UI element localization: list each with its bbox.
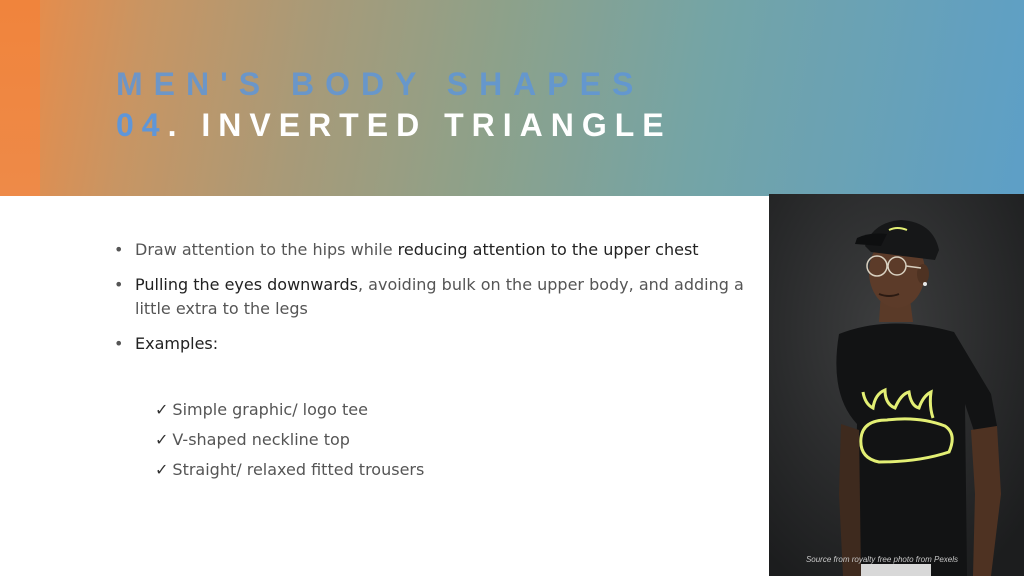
bullet-item: [114, 273, 744, 321]
bullet-item: [114, 332, 744, 356]
title-line-2: [116, 107, 672, 144]
bullet-text: Draw attention to the hips while: [135, 240, 398, 259]
bullet-highlight: reducing attention to the upper chest: [397, 240, 699, 259]
examples-list: [155, 398, 424, 488]
checkmark-icon: ✓: [155, 460, 169, 479]
example-item: [155, 428, 424, 458]
header-left-accent: [0, 0, 40, 196]
title-text: . INVERTED TRIANGLE: [167, 107, 672, 143]
example-text: Straight/ relaxed fitted trousers: [172, 460, 425, 479]
title-line-1: MEN'S BODY SHAPES: [116, 66, 645, 102]
example-text: V-shaped neckline top: [172, 430, 350, 449]
title-number: 04: [116, 107, 168, 143]
bullet-text-rest: , avoiding bulk on the upper body, and adding a little extra to the legs: [135, 275, 744, 318]
bullet-item: [114, 238, 744, 262]
model-photo: [769, 194, 1024, 576]
photo-credit: Source from royalty free photo from Pexels: [805, 555, 958, 564]
checkmark-icon: ✓: [155, 430, 169, 449]
example-item: [155, 398, 424, 428]
example-item: [155, 458, 424, 488]
bullet-highlight: Examples:: [135, 334, 219, 353]
bullet-highlight: Pulling the eyes downwards: [135, 275, 358, 294]
header-banner: [0, 0, 1024, 196]
example-text: Simple graphic/ logo tee: [172, 400, 368, 419]
man-in-cap-illustration: [769, 194, 1024, 576]
checkmark-icon: ✓: [155, 400, 169, 419]
bullet-list: [114, 238, 744, 367]
